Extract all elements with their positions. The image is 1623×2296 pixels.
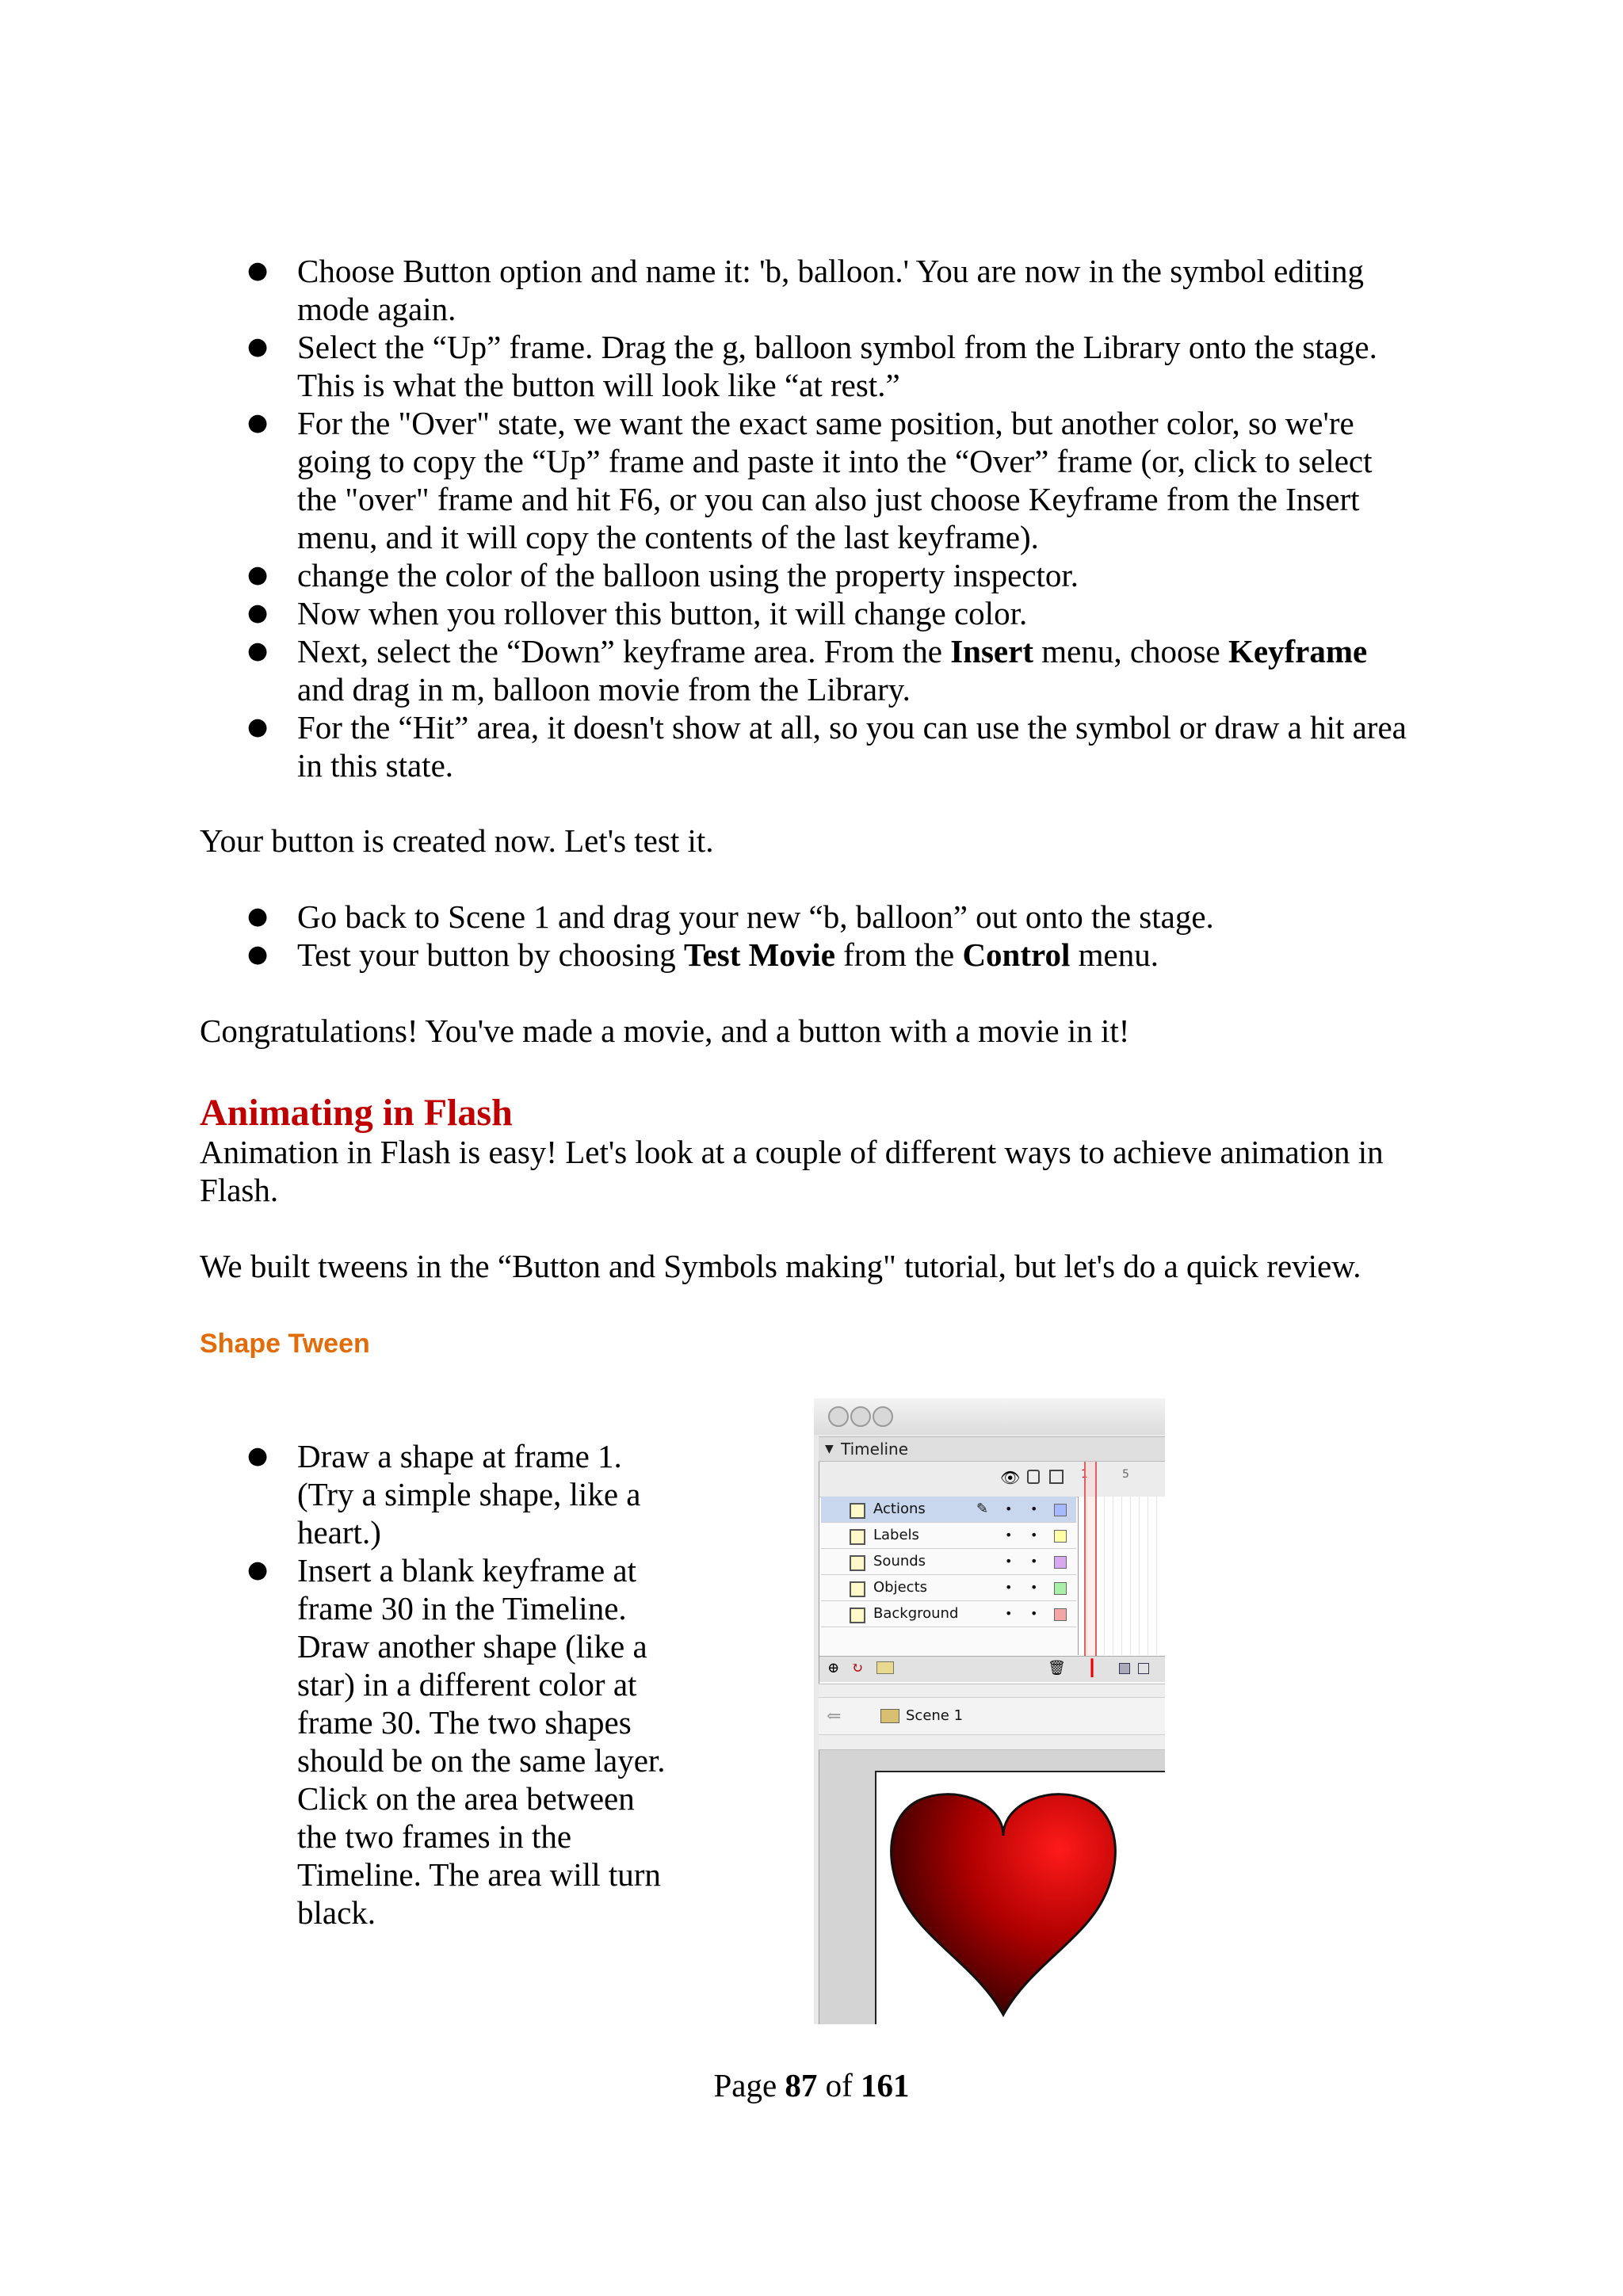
list-item — [200, 556, 1412, 594]
layer-icon — [850, 1581, 865, 1597]
paragraph-tweens-review: We built tweens in the “Button and Symbols making" tutorial, but let's do a quick review. — [200, 1248, 1361, 1284]
bullet-list-test-steps — [200, 898, 1412, 974]
layer-row-actions[interactable] — [821, 1497, 1076, 1523]
list-item — [200, 328, 1412, 404]
playhead-marker-icon: ┃ — [1087, 1660, 1098, 1677]
pencil-icon: ✎ — [976, 1501, 989, 1517]
page-footer: Page 87 of 161 — [713, 2067, 910, 2103]
list-item — [200, 594, 1412, 632]
layer-color-swatch — [1054, 1608, 1067, 1621]
flash-timeline-screenshot — [814, 1398, 1165, 2024]
lock-dot: • — [1030, 1606, 1038, 1621]
heading-animating-in-flash: Animating in Flash — [200, 1092, 513, 1134]
layer-color-swatch — [1054, 1530, 1067, 1543]
edit-multiple-icon[interactable] — [1138, 1663, 1149, 1674]
visibility-dot: • — [1005, 1501, 1013, 1516]
timeline-panel — [819, 1462, 1165, 1684]
clapper-icon — [880, 1709, 899, 1723]
layer-row-labels[interactable] — [821, 1523, 1076, 1549]
list-item-text: Draw a shape at frame 1. (Try a simple shape, like a heart.) — [297, 1438, 641, 1550]
stage-area — [819, 1750, 1165, 2024]
list-item-text: Now when you rollover this button, it will change color. — [297, 595, 1028, 631]
bullet-icon: ● — [247, 599, 269, 627]
list-item — [200, 404, 1412, 556]
visibility-dot: • — [1005, 1580, 1013, 1595]
list-item: ● Test your button by choosing Test Movie from the Control menu. — [247, 936, 1159, 973]
layer-name: Sounds — [873, 1553, 926, 1569]
total-page-count: 161 — [861, 2067, 910, 2103]
layer-row-sounds[interactable] — [821, 1549, 1076, 1575]
layer-name: Background — [873, 1605, 959, 1622]
outline-icon — [1049, 1470, 1064, 1484]
paragraph-congratulations: Congratulations! You've made a movie, and a button with a movie in it! — [200, 1013, 1130, 1049]
bullet-icon: ● — [247, 333, 269, 360]
list-item-text: Test your button by choosing — [297, 936, 684, 973]
list-item-text: Next, select the “Down” keyframe area. From the — [297, 633, 951, 669]
visibility-dot: • — [1005, 1527, 1013, 1543]
lock-dot: • — [1030, 1527, 1038, 1543]
timeline-toolbar — [819, 1656, 1165, 1682]
list-item — [200, 252, 1412, 328]
eye-icon: 👁 — [1000, 1470, 1021, 1487]
playhead[interactable] — [1084, 1462, 1097, 1656]
list-item — [200, 708, 1412, 784]
layer-row-objects[interactable] — [821, 1575, 1076, 1601]
stage-canvas[interactable] — [875, 1771, 1165, 2024]
list-item-text: Go back to Scene 1 and drag your new “b, balloon” out onto the stage. — [297, 898, 1214, 935]
scene-edit-bar — [819, 1684, 1165, 1750]
layer-icon — [850, 1503, 865, 1519]
bullet-icon: ● — [247, 902, 269, 930]
list-item — [200, 1437, 671, 1551]
frame-number: 1 — [1081, 1468, 1088, 1481]
list-item-text: For the “Hit” area, it doesn't show at all, so you can use the symbol or draw a hit area in this state. — [297, 709, 1407, 784]
menu-name-insert: Insert — [950, 633, 1033, 669]
layer-header-row — [819, 1462, 1165, 1497]
list-item: ● Next, select the “Down” keyframe area. From the Insert menu, choose Keyframe and drag in m, balloon movie from the Library. — [247, 633, 1368, 707]
bullet-list-shape-tween — [200, 1437, 671, 1932]
minimize-icon — [850, 1406, 871, 1427]
list-item-text: Insert a blank keyframe at frame 30 in the Timeline. Draw another shape (like a star) in a different color at frame 30. The two shapes should be on the same layer. Click on the area between the two frames in the Timeline. The area will turn black. — [297, 1552, 666, 1931]
layer-color-swatch — [1054, 1556, 1067, 1569]
trash-icon[interactable]: 🗑 — [1048, 1660, 1066, 1676]
bullet-icon: ● — [247, 409, 269, 437]
lock-icon — [1027, 1470, 1040, 1484]
bullet-icon: ● — [247, 940, 269, 968]
layer-icon — [850, 1529, 865, 1545]
bullet-icon: ● — [247, 637, 269, 665]
lock-dot: • — [1030, 1554, 1038, 1569]
add-folder-icon[interactable] — [876, 1661, 894, 1674]
visibility-dot: • — [1005, 1606, 1013, 1621]
command-keyframe: Keyframe — [1228, 633, 1368, 669]
disclosure-triangle-icon: ▼ — [825, 1443, 834, 1455]
paragraph-animation-easy: Animation in Flash is easy! Let's look at a couple of different ways to achieve animation in Flash. — [200, 1134, 1384, 1208]
layer-color-swatch — [1054, 1504, 1067, 1516]
bullet-list-button-steps — [200, 252, 1412, 784]
layer-icon — [850, 1555, 865, 1571]
bullet-icon: ● — [247, 561, 269, 589]
lock-dot: • — [1030, 1580, 1038, 1595]
scene-label[interactable]: Scene 1 — [906, 1707, 964, 1724]
list-item — [200, 898, 1412, 936]
bullet-icon: ● — [247, 1556, 269, 1584]
zoom-icon — [873, 1406, 893, 1427]
heart-shape[interactable] — [884, 1780, 1122, 2018]
list-item-text: For the "Over" state, we want the exact same position, but another color, so we're going to copy the “Up” frame and paste it into the “Over” frame (or, click to select the "over" frame and hit F6, or you can also just choose Keyframe from the Insert menu, and it will copy the contents of the last keyframe). — [297, 405, 1373, 555]
menu-name-control: Control — [962, 936, 1071, 973]
bullet-icon: ● — [247, 257, 269, 284]
list-item-text: Choose Button option and name it: 'b, balloon.' You are now in the symbol editing mode again. — [297, 253, 1365, 327]
list-item-text: Select the “Up” frame. Drag the g, balloon symbol from the Library onto the stage. This is what the button will look like “at rest.” — [297, 329, 1377, 403]
list-item-text: change the color of the balloon using the property inspector. — [297, 557, 1079, 593]
paragraph-button-created: Your button is created now. Let's test it. — [200, 822, 714, 859]
list-item — [200, 1551, 671, 1932]
layer-name: Actions — [873, 1501, 926, 1517]
bullet-icon: ● — [247, 1442, 269, 1470]
window-titlebar — [814, 1398, 1165, 1435]
close-icon — [828, 1406, 849, 1427]
onion-skin-icon[interactable] — [1119, 1663, 1130, 1674]
command-test-movie: Test Movie — [683, 936, 835, 973]
timeline-panel-header — [819, 1436, 1165, 1462]
layer-name: Objects — [873, 1579, 928, 1596]
add-guide-icon[interactable]: ↻ — [851, 1660, 864, 1676]
current-page-number: 87 — [785, 2067, 818, 2103]
layer-icon — [850, 1608, 865, 1623]
lock-dot: • — [1030, 1501, 1038, 1516]
layer-color-swatch — [1054, 1582, 1067, 1595]
heading-shape-tween: Shape Tween — [200, 1329, 370, 1359]
add-layer-icon[interactable]: ⊕ — [827, 1660, 840, 1676]
frame-number: 5 — [1122, 1468, 1129, 1481]
visibility-dot: • — [1005, 1554, 1013, 1569]
layer-name: Labels — [873, 1527, 919, 1543]
timeline-title: Timeline — [841, 1440, 909, 1459]
bullet-icon: ● — [247, 713, 269, 741]
back-arrow-icon[interactable]: ⇐ — [827, 1706, 842, 1726]
layer-row-background[interactable] — [821, 1601, 1076, 1627]
